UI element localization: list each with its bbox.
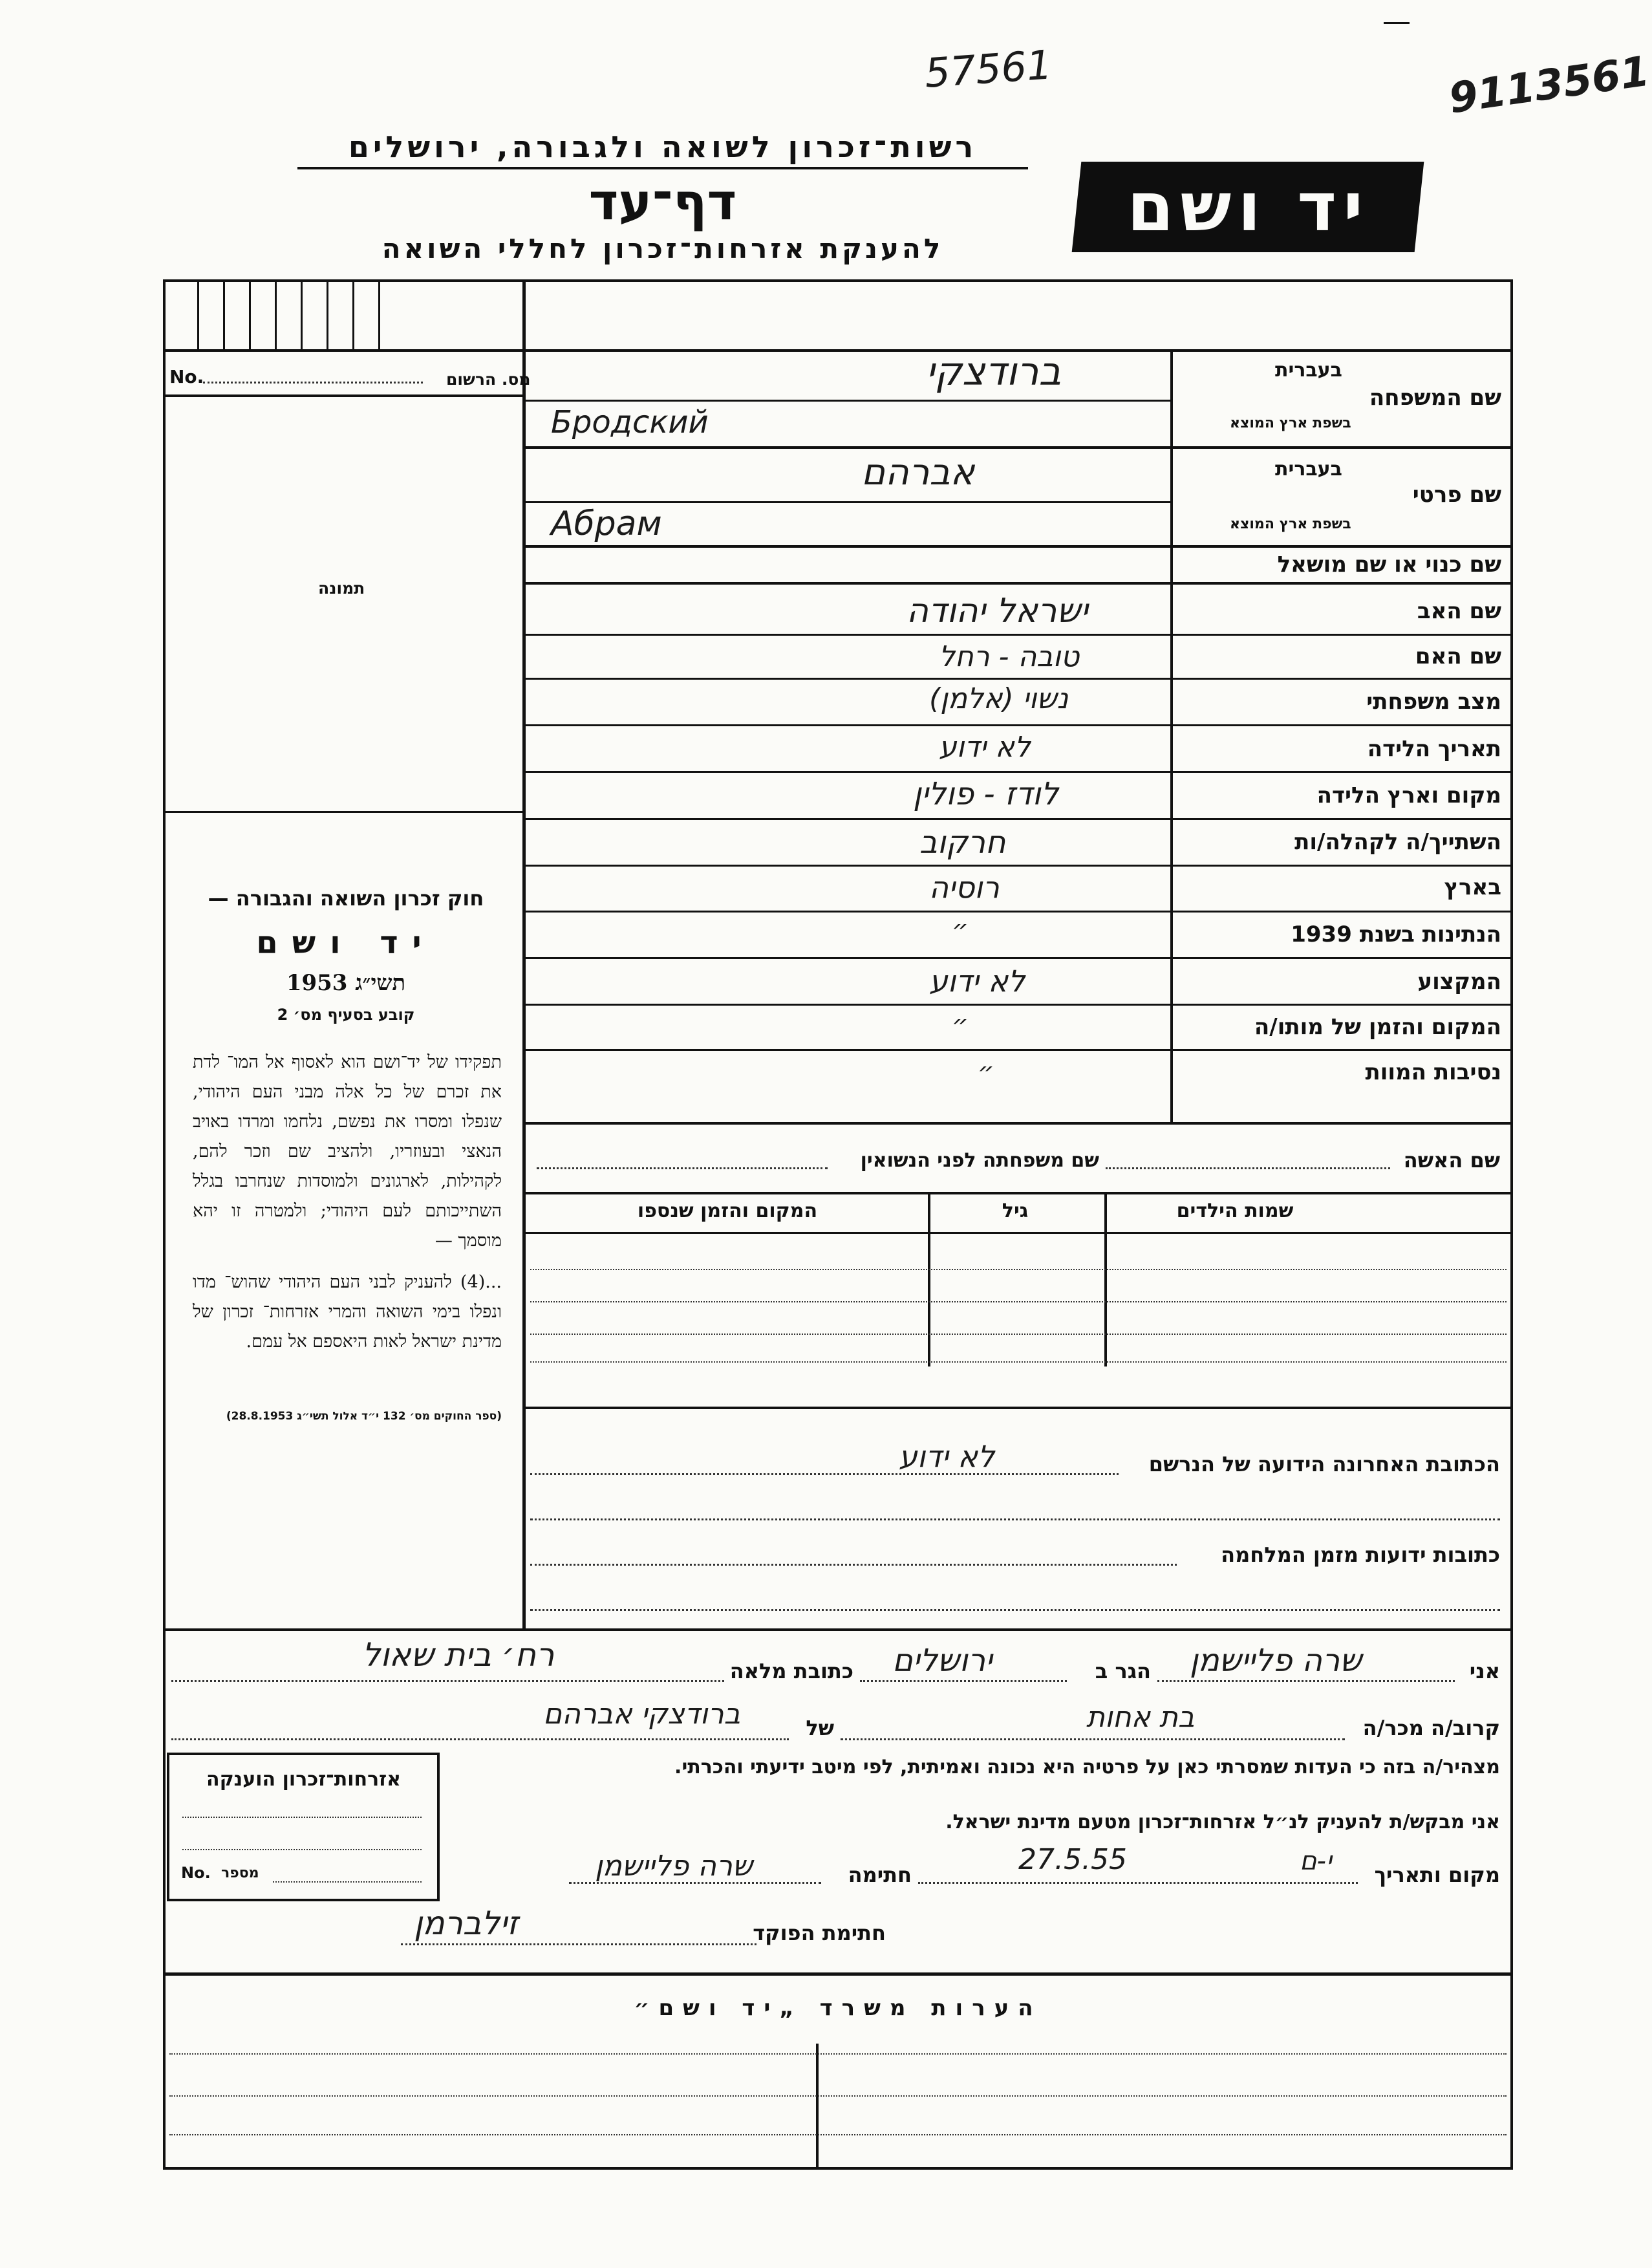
ani-label: אני — [1469, 1659, 1500, 1683]
declaration-top-line — [163, 1628, 1513, 1631]
resident-field[interactable] — [860, 1680, 1067, 1682]
given-name-sub-local: בשפת ארץ המוצא — [1230, 516, 1351, 532]
date-value[interactable]: 27.5.55 — [1018, 1843, 1127, 1876]
signature-value[interactable]: שרה פליישמן — [595, 1850, 753, 1883]
community-value[interactable]: חרקוב — [919, 825, 1006, 861]
logo-text: יד ושם — [1126, 167, 1369, 246]
death-circumstances-label: נסיבות המוות — [1365, 1059, 1501, 1085]
resident-value[interactable]: ירושלים — [892, 1643, 992, 1679]
resident-label: הגר ב — [1095, 1659, 1151, 1683]
given-name-sub-hebrew: בעברית — [1275, 458, 1342, 481]
law-title: חוק זכרון השואה והגבורה — — [208, 886, 484, 911]
country-label: בארץ — [1444, 874, 1501, 900]
family-name-sub-hebrew: בעברית — [1275, 359, 1342, 382]
fields-block — [525, 349, 1513, 1125]
death-place-value[interactable]: ״ — [952, 1010, 969, 1040]
citizenship-box-number-label: מספר — [221, 1865, 259, 1881]
children-row[interactable] — [530, 1269, 1507, 1270]
of-field[interactable] — [171, 1738, 789, 1740]
mother-name-label: שם האם — [1415, 643, 1501, 669]
mother-name-value[interactable]: טובה - רחל — [939, 640, 1080, 673]
law-paragraph-1: תפקידו של יד־ושם הוא לאסוף אל המו־ לדת את זכרם של כל אלה מבני העם היהודי, שנפלו ומסרו את נפשם, נלחמו ומרדו באויב הנאצי ובעוזריו, ולהציב שם וזכר להם, לקהילות, לארגונים ולמוסדות שנחרבו בגלל השתייכותם לעם היהודי; ולמטרה זו יהא מוסמך — — [193, 1052, 502, 1251]
of-value[interactable]: ברודצקי אברהם — [543, 1698, 741, 1731]
children-header-age: גיל — [1002, 1200, 1029, 1222]
children-row[interactable] — [530, 1361, 1507, 1363]
address-top-line — [525, 1407, 1513, 1409]
officer-signature-label: חתימת הפוקד — [753, 1921, 886, 1945]
children-header-names: שמות הילדים — [1176, 1200, 1294, 1222]
children-row[interactable] — [530, 1334, 1507, 1335]
office-notes-line[interactable] — [169, 2053, 1507, 2055]
law-name: יד ושם — [256, 925, 436, 961]
signature-label: חתימה — [848, 1863, 912, 1887]
office-notes-line[interactable] — [169, 2095, 1507, 2097]
country-value[interactable]: רוסיה — [929, 870, 1000, 905]
yad-vashem-logo — [1072, 162, 1424, 252]
ani-field[interactable] — [1157, 1680, 1455, 1682]
declaration-statement: מצהיר/ה בזה כי העדות שמסרתי כאן על פרטיה היא נכונה ואמיתית, לפי מיטב ידיעתי והכרתי. — [674, 1756, 1500, 1778]
last-address-label: הכתובת האחרונה הידועה של הנרשם — [1148, 1452, 1500, 1476]
father-name-value[interactable]: ישראל יהודה — [906, 592, 1088, 631]
last-address-field-2[interactable] — [530, 1518, 1500, 1520]
family-name-label: שם המשפחה — [1369, 385, 1501, 411]
citizenship-1939-value[interactable]: ״ — [952, 915, 969, 945]
profession-label: המקצוע — [1417, 969, 1501, 995]
law-year: תשי״ג 1953 — [286, 970, 406, 996]
family-name-sub-local: בשפת ארץ המוצא — [1230, 415, 1351, 431]
children-table-top — [525, 1192, 1513, 1194]
citizenship-box-title: אזרחות־זכרון הוענקה — [206, 1768, 402, 1791]
father-name-label: שם האב — [1417, 598, 1501, 624]
office-notes-title: הערות משרד „יד ושם״ — [634, 1995, 1042, 2021]
of-label: של — [806, 1716, 834, 1740]
full-address-value[interactable]: רח׳ בית שאול — [362, 1636, 555, 1674]
children-header-place: המקום והזמן שנספו — [637, 1200, 818, 1222]
photo-bottom-line — [163, 811, 525, 813]
office-notes-top-line — [163, 1972, 1513, 1976]
birth-date-label: תאריך הלידה — [1367, 736, 1501, 762]
nickname-label: שם כנוי או שם מושאל — [1277, 552, 1501, 578]
relative-value[interactable]: בת אחות — [1086, 1701, 1195, 1734]
wife-maiden-label: שם משפחתה לפני הנשואין — [860, 1149, 1099, 1172]
children-row[interactable] — [530, 1301, 1507, 1302]
children-col-divider-2 — [1104, 1192, 1107, 1366]
office-notes-divider — [816, 2044, 819, 2170]
full-address-label: כתובת מלאה — [729, 1659, 853, 1683]
place-date-label: מקום ותאריך — [1374, 1863, 1500, 1887]
ani-value[interactable]: שרה פליישמן — [1190, 1643, 1362, 1679]
page-title: דף־עד — [588, 173, 737, 232]
corner-scrawl: 9113561 — [1446, 47, 1652, 124]
law-paragraph-2: ...(4) להעניק לבני העם היהודי שהוש־ מדו ונפלו בימי השואה והמרי אזרחות־ זכרון של מדינת ישראל לאות היאספם אל עמם. — [193, 1272, 502, 1352]
death-circumstances-value[interactable]: ״ — [978, 1057, 994, 1087]
authority-line: רשות־זכרון לשואה ולגבורה, ירושלים — [348, 129, 978, 164]
photo-area — [166, 397, 522, 811]
wife-name-field[interactable] — [1106, 1167, 1390, 1169]
place-date-field[interactable] — [918, 1882, 1358, 1884]
wife-label: שם האשה — [1403, 1148, 1500, 1172]
given-name-value-local[interactable]: Абрам — [551, 504, 662, 543]
relative-label: קרוב/ה מכר/ה — [1362, 1716, 1500, 1740]
officer-signature-field[interactable] — [401, 1943, 756, 1945]
fields-bottom-line — [525, 1122, 1513, 1125]
citizenship-box — [167, 1753, 440, 1901]
registry-no-label: No. — [169, 366, 204, 387]
full-address-field[interactable] — [171, 1680, 724, 1682]
children-header-line — [525, 1232, 1513, 1234]
community-label: השתייך/ה לקהלה/ות — [1294, 829, 1501, 855]
signature-field[interactable] — [569, 1882, 821, 1884]
wartime-address-field-2[interactable] — [530, 1609, 1500, 1611]
birth-place-value[interactable]: לודז - פולין — [913, 776, 1059, 812]
marital-status-value[interactable]: נשוי (אלמן) — [929, 682, 1069, 715]
citizenship-1939-label: הנתינות בשנת 1939 — [1291, 922, 1501, 947]
relative-field[interactable] — [841, 1738, 1345, 1740]
registry-label: מס. הרשום — [446, 370, 531, 389]
request-statement: אני מבקש/ת להעניק לנ״ל אזרחות־זכרון מטעם מדינת ישראל. — [945, 1811, 1500, 1833]
place-value[interactable]: י-ם — [1300, 1846, 1332, 1876]
last-address-value[interactable]: לא ידוע — [899, 1439, 995, 1474]
stamp-number: 57561 — [923, 41, 1054, 97]
law-footnote: (ספר החוקים מס׳ 132 י״ד אלול תשי״ג 28.8.1953) — [226, 1410, 502, 1423]
law-clause: קובע בסעיף מס׳ 2 — [277, 1006, 415, 1024]
page-subtitle: להענקת אזרחות־זכרון לחללי השואה — [381, 233, 944, 265]
wartime-address-label: כתובות ידועות מזמן המלחמה — [1221, 1542, 1500, 1567]
wife-maiden-field[interactable] — [537, 1167, 828, 1169]
office-notes-line[interactable] — [169, 2134, 1507, 2135]
given-name-label: שם פרטי — [1412, 482, 1501, 508]
corner-dash — [1384, 22, 1410, 24]
marital-status-label: מצב משפחתי — [1366, 689, 1501, 715]
birth-date-value[interactable]: לא ידוע — [939, 731, 1031, 764]
death-place-label: המקום והזמן של מותו/ה — [1254, 1014, 1501, 1040]
wartime-address-field[interactable] — [530, 1564, 1177, 1566]
family-name-value-local[interactable]: Бродский — [551, 404, 709, 440]
birth-place-label: מקום וארץ הלידה — [1316, 783, 1501, 808]
top-strip-boxes — [197, 279, 488, 351]
children-col-divider-1 — [928, 1192, 930, 1366]
last-address-field[interactable] — [530, 1473, 1119, 1475]
family-name-value-hebrew[interactable]: ברודצקי — [926, 349, 1062, 394]
citizenship-box-no: No. — [181, 1864, 211, 1882]
officer-signature-value[interactable]: זילברמן — [414, 1905, 519, 1942]
authority-underline — [297, 167, 1028, 169]
profession-value[interactable]: לא ידוע — [929, 964, 1025, 999]
photo-label: תמונה — [318, 579, 365, 598]
registry-number-field[interactable] — [203, 382, 423, 383]
given-name-value-hebrew[interactable]: אברהם — [861, 451, 975, 493]
